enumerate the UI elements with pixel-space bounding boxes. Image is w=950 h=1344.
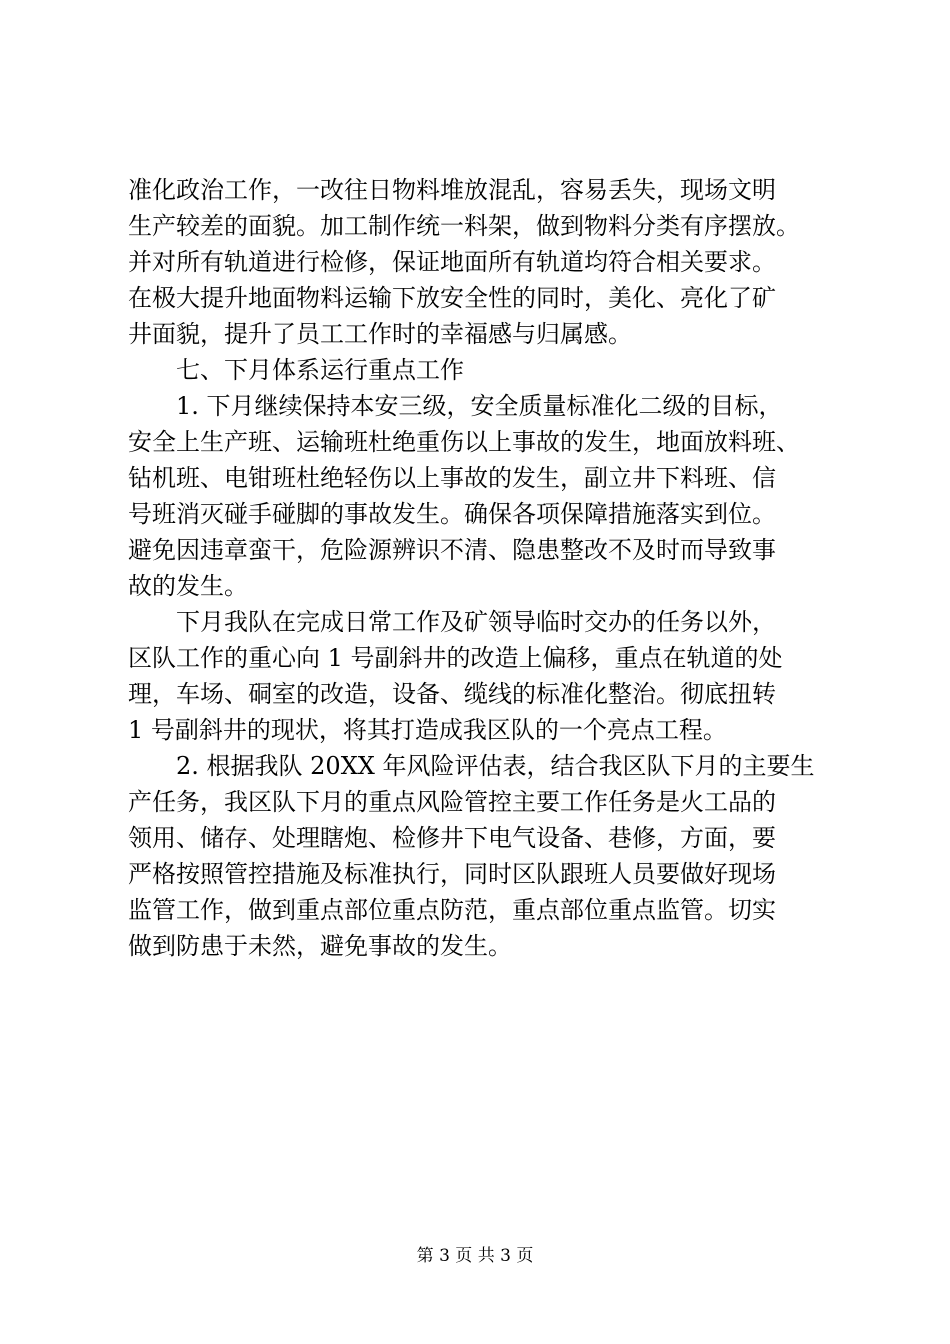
body-line: 准化政治工作，一改往日物料堆放混乱，容易丢失，现场文明 [128,176,776,204]
document-body [128,172,834,964]
body-line: 理，车场、硐室的改造，设备、缆线的标准化整治。彻底扭转 [128,680,776,708]
body-line: 安全上生产班、运输班杜绝重伤以上事故的发生，地面放料班、 [128,428,800,456]
list-item-2-first-line: 2. 根据我队 20XX 年风险评估表，结合我区队下月的主要生 [176,752,815,780]
body-line: 井面貌，提升了员工工作时的幸福感与归属感。 [128,320,632,348]
section-heading: 七、下月体系运行重点工作 [176,356,464,384]
body-line: 号班消灭碰手碰脚的事故发生。确保各项保障措施落实到位。 [128,500,776,528]
body-line: 避免因违章蛮干，危险源辨识不清、隐患整改不及时而导致事 [128,536,776,564]
body-line: 并对所有轨道进行检修，保证地面所有轨道均符合相关要求。 [128,248,776,276]
page-number-footer: 第 3 页 共 3 页 [416,1246,534,1266]
paragraph-first-line: 下月我队在完成日常工作及矿领导临时交办的任务以外， [176,608,776,636]
body-line: 严格按照管控措施及标准执行，同时区队跟班人员要做好现场 [128,860,776,888]
list-item-1-first-line: 1. 下月继续保持本安三级，安全质量标准化二级的目标， [176,392,783,420]
body-line: 监管工作，做到重点部位重点防范，重点部位重点监管。切实 [128,896,776,924]
body-line: 在极大提升地面物料运输下放安全性的同时，美化、亮化了矿 [128,284,776,312]
body-line: 1 号副斜井的现状，将其打造成我区队的一个亮点工程。 [128,716,727,744]
body-line: 生产较差的面貌。加工制作统一料架，做到物料分类有序摆放。 [128,212,800,240]
body-line: 区队工作的重心向 1 号副斜井的改造上偏移，重点在轨道的处 [128,644,783,672]
body-line: 钻机班、电钳班杜绝轻伤以上事故的发生，副立井下料班、信 [128,464,776,492]
body-line: 故的发生。 [128,572,248,600]
body-line: 做到防患于未然，避免事故的发生。 [128,932,512,960]
body-line: 领用、储存、处理瞎炮、检修井下电气设备、巷修，方面，要 [128,824,776,852]
body-line: 产任务，我区队下月的重点风险管控主要工作任务是火工品的 [128,788,776,816]
